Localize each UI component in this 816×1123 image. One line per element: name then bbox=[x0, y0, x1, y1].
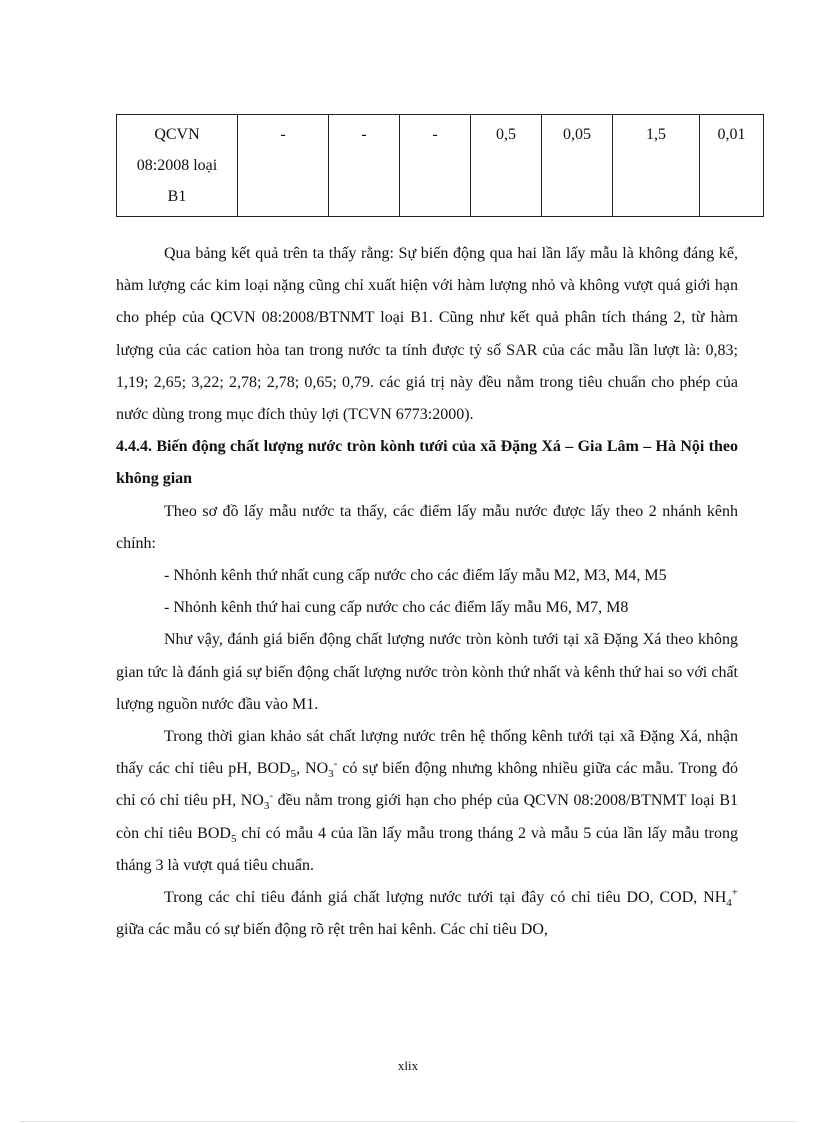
text-run: Trong các chỉ tiêu đánh giá chất lượng nước tưới tại đây có chỉ tiêu DO, COD, NH bbox=[164, 889, 727, 907]
table-cell: 0,01 bbox=[700, 115, 764, 217]
table-cell: - bbox=[329, 115, 400, 217]
superscript: + bbox=[731, 886, 738, 899]
table-cell: 0,5 bbox=[471, 115, 542, 217]
paragraph: Như vậy, đánh giá biến động chất lượng nước tròn kònh tưới tại xã Đặng Xá theo không gian tức là đánh giá sự biến động chất lượng nước tròn kònh thứ nhất và kênh thứ hai so với chất lượng nguồn nước đầu vào M1. bbox=[116, 631, 738, 713]
subscript: 3 bbox=[328, 768, 334, 781]
standards-table bbox=[116, 114, 764, 217]
list-item: - Nhỏnh kênh thứ hai cung cấp nước cho các điểm lấy mẫu M6, M7, M8 bbox=[164, 599, 629, 617]
paragraph: Qua bảng kết quả trên ta thấy rằng: Sự biến động qua hai lần lấy mẫu là không đáng kể, hàm lượng các kim loại nặng cũng chỉ xuất hiện với hàm lượng nhỏ và không vượt quá giới hạn cho phép của QCVN 08:2008/BTNMT loại B1. Cũng như kết quả phân tích tháng 2, từ hàm lượng của các cation hòa tan trong nước ta tính được tỷ số SAR của các mẫu lần lượt là: 0,83; 1,19; 2,65; 3,22; 2,78; 2,78; 0,65; 0,79. các giá trị này đều nằm trong tiêu chuẩn cho phép của nước dùng trong mục đích thủy lợi (TCVN 6773:2000). bbox=[116, 245, 738, 424]
subscript: 5 bbox=[290, 768, 297, 781]
table-row bbox=[117, 115, 764, 217]
subscript: 4 bbox=[726, 897, 732, 910]
subscript: 5 bbox=[230, 832, 237, 845]
label-line: B1 bbox=[167, 188, 187, 205]
table-cell: 0,05 bbox=[542, 115, 613, 217]
superscript: - bbox=[269, 790, 273, 803]
paragraph bbox=[116, 721, 738, 882]
subscript: 3 bbox=[263, 800, 270, 813]
body-text bbox=[116, 238, 738, 946]
section-heading: 4.4.4. Biến động chất lượng nước tròn kònh tưới của xã Đặng Xá – Gia Lâm – Hà Nội theo không gian bbox=[116, 438, 738, 488]
text-run: Trong thời gian khảo sát chất lượng nước trên hệ thống kênh tưới tại xã Đặng Xá, nhận thấy các chỉ tiêu pH, BOD bbox=[116, 728, 738, 778]
table-cell-label bbox=[117, 115, 238, 217]
page-number: xlix bbox=[397, 1058, 419, 1073]
label-line: QCVN bbox=[154, 126, 200, 143]
text-run: chỉ có mẫu 4 của lần lấy mẫu trong tháng 2 và mẫu 5 của lần lấy mẫu trong tháng 3 là vượt quá tiêu chuẩn. bbox=[116, 824, 739, 874]
text-run: giữa các mẫu có sự biến động rõ rệt trên hai kênh. Các chỉ tiêu DO, bbox=[116, 921, 548, 939]
text-run: đều nằm trong giới hạn cho phép của QCVN 08:2008/BTNMT loại B1 còn chỉ tiêu BOD bbox=[116, 792, 738, 842]
table-cell: - bbox=[400, 115, 471, 217]
superscript: - bbox=[333, 757, 338, 770]
text-run: , NO bbox=[296, 760, 329, 778]
list-item: - Nhỏnh kênh thứ nhất cung cấp nước cho các điểm lấy mẫu M2, M3, M4, M5 bbox=[164, 567, 667, 585]
table-cell: - bbox=[238, 115, 329, 217]
text-run: có sự biến động nhưng không nhiều giữa các mẫu. Trong đó chỉ có chỉ tiêu pH, NO bbox=[116, 760, 738, 810]
table-cell: 1,5 bbox=[613, 115, 700, 217]
paragraph bbox=[116, 882, 738, 946]
page-bottom-rule bbox=[20, 1121, 796, 1122]
label-line: 08:2008 loại bbox=[136, 157, 218, 174]
paragraph: Theo sơ đồ lấy mẫu nước ta thấy, các điểm lấy mẫu nước được lấy theo 2 nhánh kênh chính: bbox=[116, 502, 738, 552]
